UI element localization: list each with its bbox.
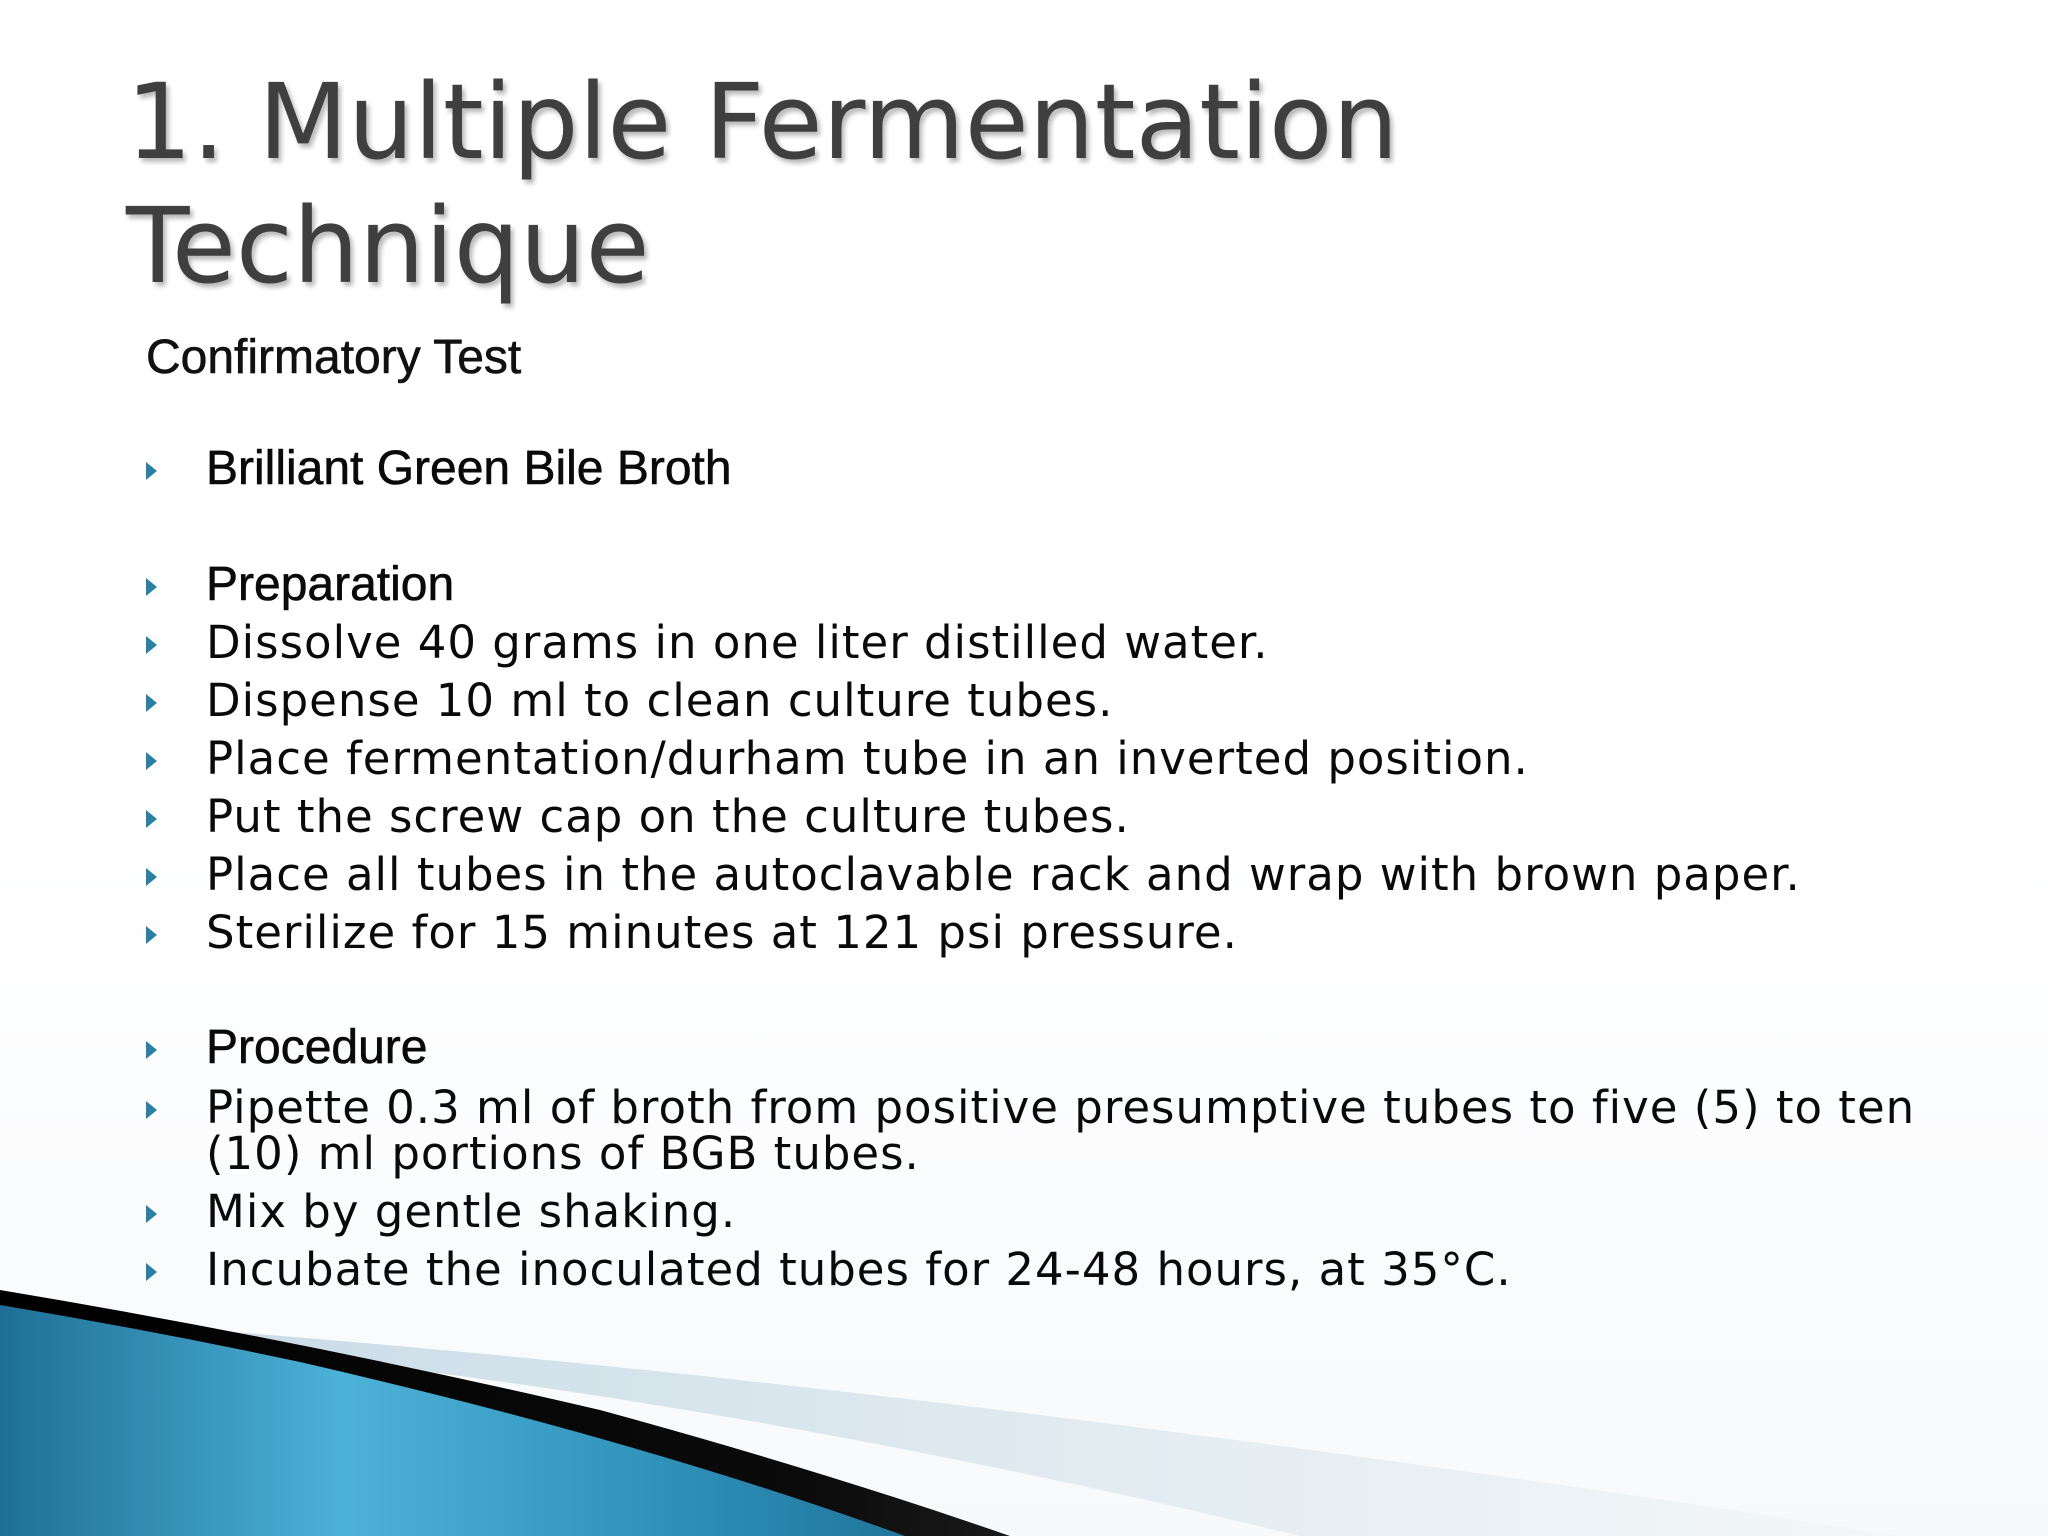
bullet-arrow-icon	[146, 1101, 157, 1119]
bullet-item	[140, 790, 2020, 843]
bullet-item	[140, 1185, 2020, 1238]
slide-title: 1. Multiple Fermentation Technique	[126, 61, 1399, 307]
bullet-text: Place all tubes in the autoclavable rack and wrap with brown paper.	[206, 848, 1801, 901]
bullet-arrow-icon	[146, 1205, 157, 1223]
bullet-item	[140, 442, 2020, 495]
bullet-text: Incubate the inoculated tubes for 24-48 hours, at 35°C.	[206, 1243, 1512, 1296]
bullet-arrow-icon	[146, 926, 157, 944]
bullet-arrow-icon	[146, 868, 157, 886]
bullet-arrow-icon	[146, 636, 157, 654]
bullet-item	[140, 616, 2020, 669]
bullet-arrow-icon	[146, 578, 157, 596]
bullet-text: Place fermentation/durham tube in an inverted position.	[206, 732, 1529, 785]
bullet-item	[140, 558, 2020, 611]
bullet-text: Pipette 0.3 ml of broth from positive presumptive tubes to five (5) to ten (10) ml portions of BGB tubes.	[206, 1081, 1916, 1180]
bullet-item	[140, 848, 2020, 901]
bullet-arrow-icon	[146, 1263, 157, 1281]
bullet-arrow-icon	[146, 694, 157, 712]
bullet-heading: Procedure	[206, 1021, 428, 1074]
bullet-arrow-icon	[146, 752, 157, 770]
bullet-heading: Brilliant Green Bile Broth	[206, 442, 732, 495]
bullet-item	[140, 1081, 2020, 1180]
bullet-item	[140, 1243, 2020, 1296]
bullet-item	[140, 674, 2020, 727]
bullet-heading: Preparation	[206, 558, 455, 611]
bullet-item	[140, 906, 2020, 959]
bullet-text: Dissolve 40 grams in one liter distilled water.	[206, 616, 1269, 669]
bullet-text: Put the screw cap on the culture tubes.	[206, 790, 1130, 843]
bullet-arrow-icon	[146, 462, 157, 480]
bullet-text: Dispense 10 ml to clean culture tubes.	[206, 674, 1114, 727]
bullet-item	[140, 1021, 2020, 1074]
bullet-arrow-icon	[146, 1041, 157, 1059]
bullet-text: Mix by gentle shaking.	[206, 1185, 737, 1238]
bullet-arrow-icon	[146, 810, 157, 828]
bullet-item	[140, 732, 2020, 785]
bullet-text: Sterilize for 15 minutes at 121 psi pressure.	[206, 906, 1238, 959]
section-subheading: Confirmatory Test	[146, 331, 522, 384]
